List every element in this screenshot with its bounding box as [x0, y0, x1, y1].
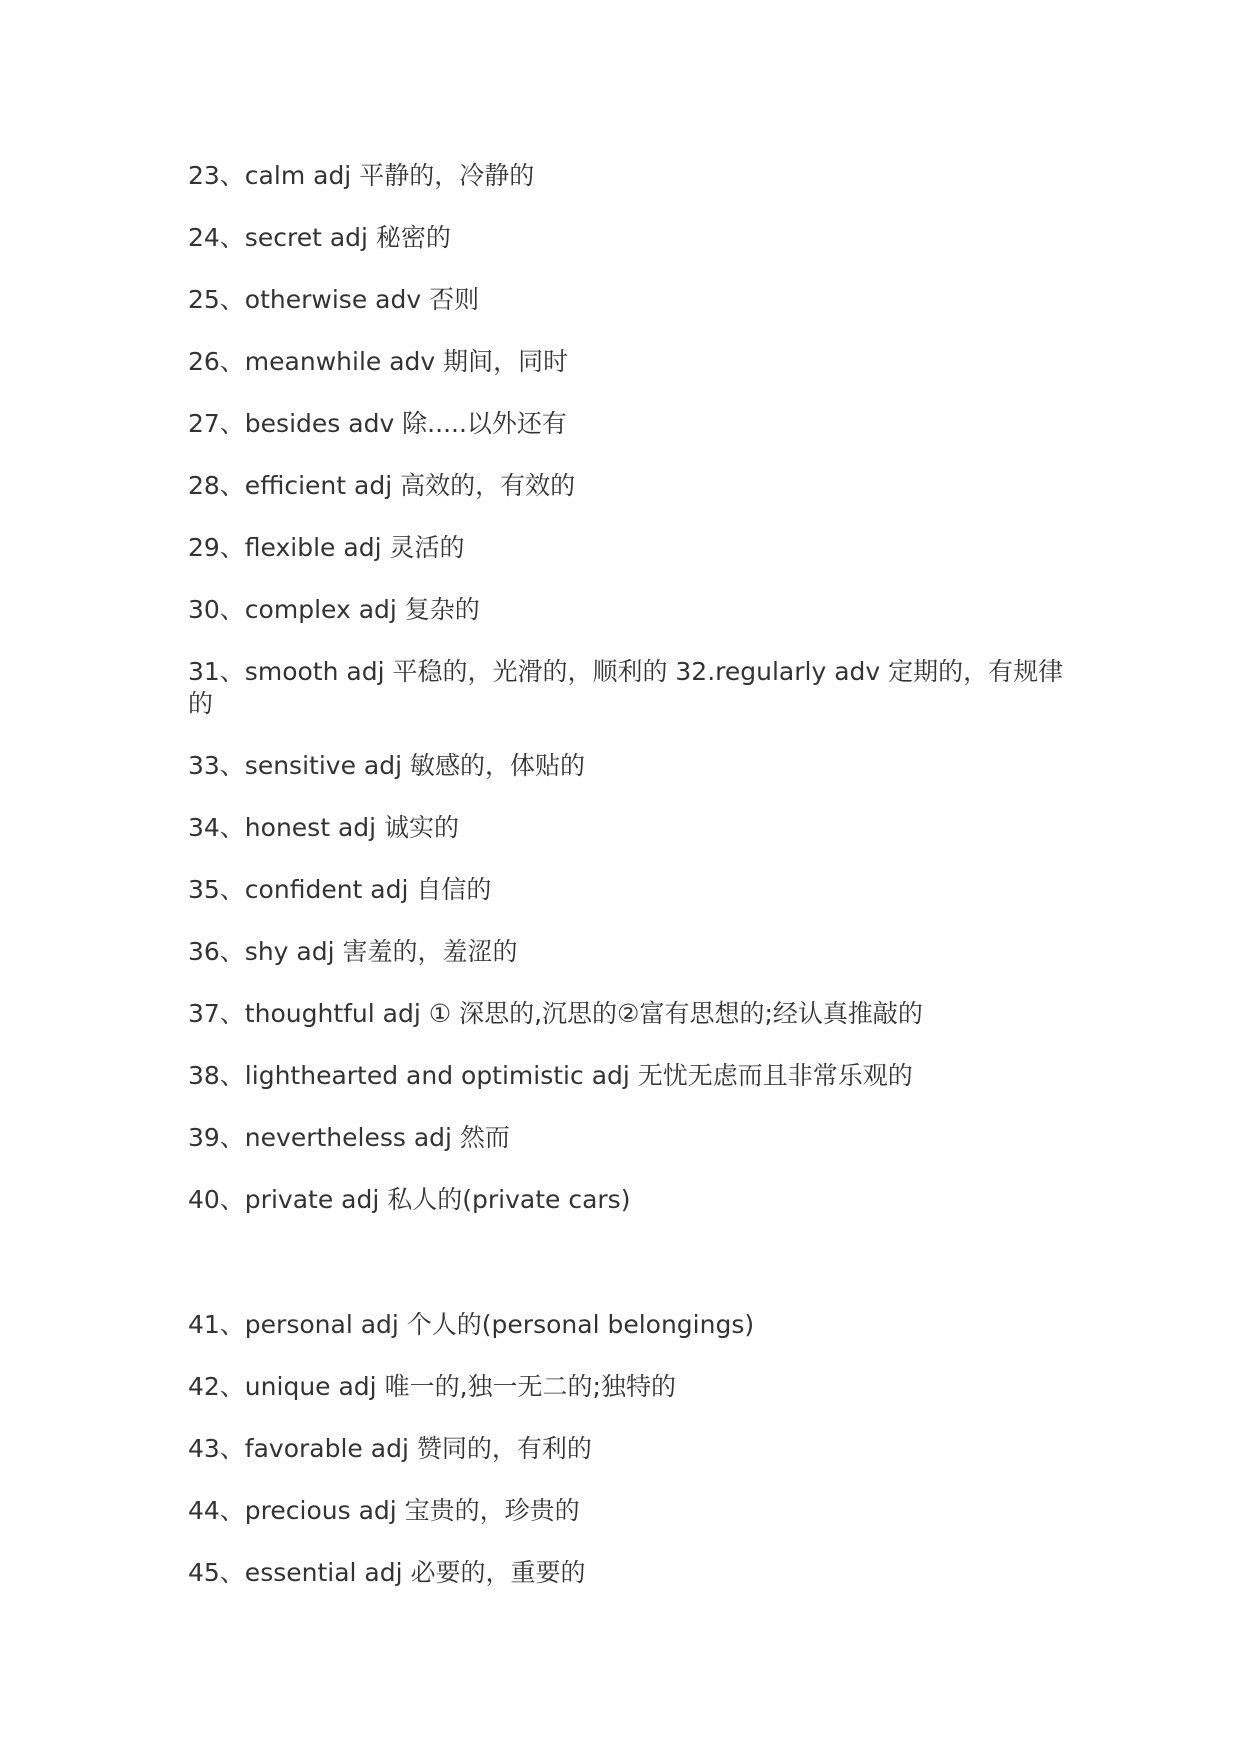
- vocab-item-37: 37、thoughtful adj ① 深思的,沉思的②富有思想的;经认真推敲的: [188, 999, 923, 1028]
- vocab-item-28: 28、efficient adj 高效的，有效的: [188, 471, 576, 500]
- vocab-item-34: 34、honest adj 诚实的: [188, 813, 460, 842]
- vocab-item-45: 45、essential adj 必要的，重要的: [188, 1558, 586, 1587]
- vocab-item-44: 44、precious adj 宝贵的，珍贵的: [188, 1496, 580, 1525]
- vocab-item-31-32: 31、smooth adj 平稳的，光滑的，顺利的 32.regularly adv 定期的，有规律的: [188, 657, 1064, 718]
- vocab-item-43: 43、favorable adj 赞同的，有利的: [188, 1434, 592, 1463]
- vocab-item-39: 39、nevertheless adj 然而: [188, 1123, 510, 1152]
- vocab-item-27: 27、besides adv 除.....以外还有: [188, 409, 567, 438]
- vocab-item-41: 41、personal adj 个人的(personal belongings): [188, 1310, 755, 1339]
- vocab-item-23: 23、calm adj 平静的，冷静的: [188, 161, 535, 190]
- vocab-item-36: 36、shy adj 害羞的，羞涩的: [188, 937, 518, 966]
- vocab-item-33: 33、sensitive adj 敏感的，体贴的: [188, 751, 585, 780]
- vocab-item-38: 38、lighthearted and optimistic adj 无忧无虑而且非常乐观的: [188, 1061, 913, 1090]
- vocab-item-35: 35、confident adj 自信的: [188, 875, 492, 904]
- vocabulary-list: [188, 160, 1068, 1619]
- vocab-item-42: 42、unique adj 唯一的,独一无二的;独特的: [188, 1372, 676, 1401]
- vocab-item-30: 30、complex adj 复杂的: [188, 595, 480, 624]
- vocab-item-40: 40、private adj 私人的(private cars): [188, 1185, 631, 1214]
- vocab-item-26: 26、meanwhile adv 期间，同时: [188, 347, 569, 376]
- vocab-item-25: 25、otherwise adv 否则: [188, 285, 480, 314]
- vocab-item-24: 24、secret adj 秘密的: [188, 223, 451, 252]
- vocab-item-29: 29、flexible adj 灵活的: [188, 533, 465, 562]
